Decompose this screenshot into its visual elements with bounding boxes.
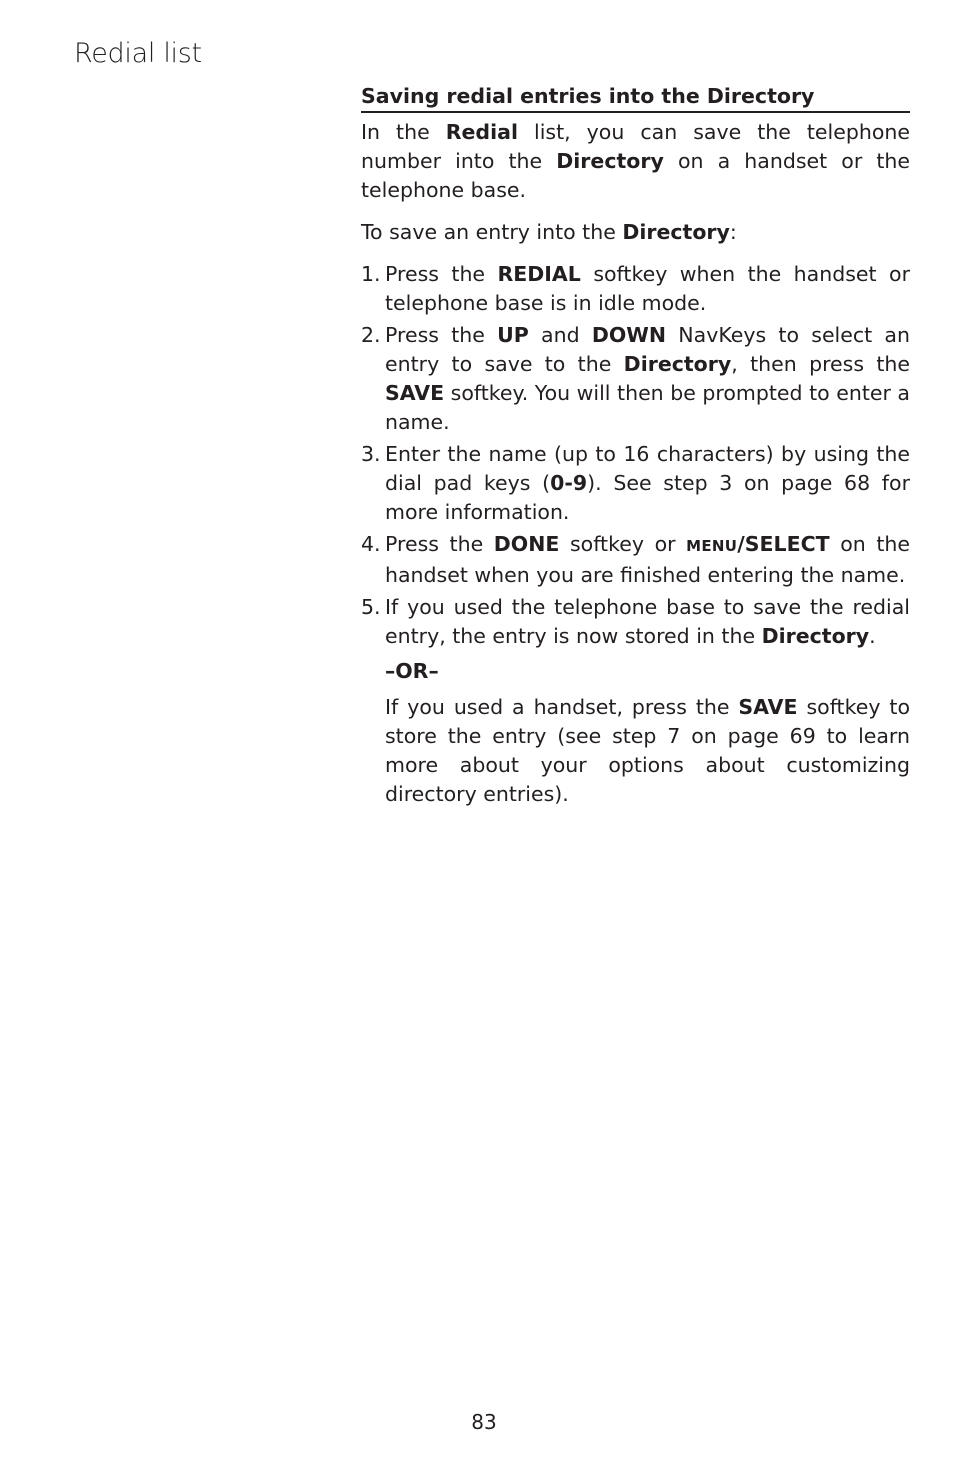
step-smallcaps-part: MENU bbox=[686, 537, 738, 555]
list-item bbox=[361, 530, 910, 590]
step-text-part: Press the bbox=[385, 262, 498, 286]
step-bold-part: 0-9 bbox=[550, 471, 588, 495]
step-bold-part: UP bbox=[497, 323, 529, 347]
page-number: 83 bbox=[471, 1410, 497, 1434]
step-bold-part: Directory bbox=[623, 352, 732, 376]
step-number: 5. bbox=[361, 595, 381, 619]
step-bold-part: Directory bbox=[761, 624, 870, 648]
step-bold-part: SAVE bbox=[738, 695, 798, 719]
step-text bbox=[385, 593, 910, 651]
step-bold-part: SAVE bbox=[385, 381, 445, 405]
step-text-part: Press the bbox=[385, 323, 498, 347]
or-separator: –OR– bbox=[385, 659, 439, 683]
step-text-part: Press the bbox=[385, 532, 494, 556]
list-item bbox=[361, 593, 910, 809]
step-text-part: on the handset when you are finished entering the name. bbox=[385, 532, 910, 587]
step-text-part: If you used a handset, press the bbox=[385, 695, 739, 719]
step-text-part: ). See step 3 on page 68 for more information. bbox=[385, 471, 910, 524]
intro-text-2: list, you can save the telephone number into the bbox=[361, 120, 910, 173]
step-text-part: , then press the bbox=[731, 352, 911, 376]
lead-bold-directory: Directory bbox=[622, 220, 730, 244]
step-text-part: softkey when the handset or telephone base is in idle mode. bbox=[385, 262, 910, 315]
list-item bbox=[361, 440, 910, 527]
main-content bbox=[361, 82, 910, 812]
lead-text-2: : bbox=[729, 220, 737, 244]
step-text-part: softkey to store the entry (see step 7 on page 69 to learn more about your options about customizing directory entries). bbox=[385, 695, 911, 806]
list-item bbox=[361, 260, 910, 318]
step-number: 1. bbox=[361, 262, 381, 286]
step-text-part: and bbox=[528, 323, 592, 347]
step-text bbox=[385, 440, 910, 527]
step-text-part: softkey. You will then be prompted to enter a name. bbox=[385, 381, 910, 434]
step-text bbox=[385, 321, 910, 437]
steps-list bbox=[361, 260, 910, 809]
lead-text-1: To save an entry into the bbox=[361, 220, 623, 244]
subsection-heading: Saving redial entries into the Directory bbox=[361, 82, 910, 113]
step-bold-part: /SELECT bbox=[737, 532, 830, 556]
step-bold-part: REDIAL bbox=[497, 262, 581, 286]
intro-text-3: on a handset or the telephone base. bbox=[361, 149, 911, 202]
intro-bold-redial: Redial bbox=[445, 120, 518, 144]
intro-paragraph bbox=[361, 118, 910, 205]
step-text bbox=[385, 260, 910, 318]
step-text-part: NavKeys to select an entry to save to the bbox=[385, 323, 910, 376]
step-text-part: softkey or bbox=[559, 532, 687, 556]
step-number: 2. bbox=[361, 323, 381, 347]
lead-paragraph bbox=[361, 218, 910, 247]
step-text bbox=[385, 530, 910, 590]
step-number: 4. bbox=[361, 532, 381, 556]
step-text-part: If you used the telephone base to save the redial entry, the entry is now stored in the bbox=[385, 595, 910, 648]
list-item bbox=[361, 321, 910, 437]
section-title: Redial list bbox=[74, 38, 202, 69]
step-text-part: Enter the name (up to 16 characters) by using the dial pad keys ( bbox=[385, 442, 910, 495]
step-text-part: . bbox=[869, 624, 876, 648]
intro-text-1: In the bbox=[361, 120, 446, 144]
step-bold-part: DONE bbox=[493, 532, 560, 556]
step-number: 3. bbox=[361, 442, 381, 466]
intro-bold-directory: Directory bbox=[556, 149, 664, 173]
alternative-text bbox=[385, 693, 910, 809]
step-bold-part: DOWN bbox=[591, 323, 667, 347]
